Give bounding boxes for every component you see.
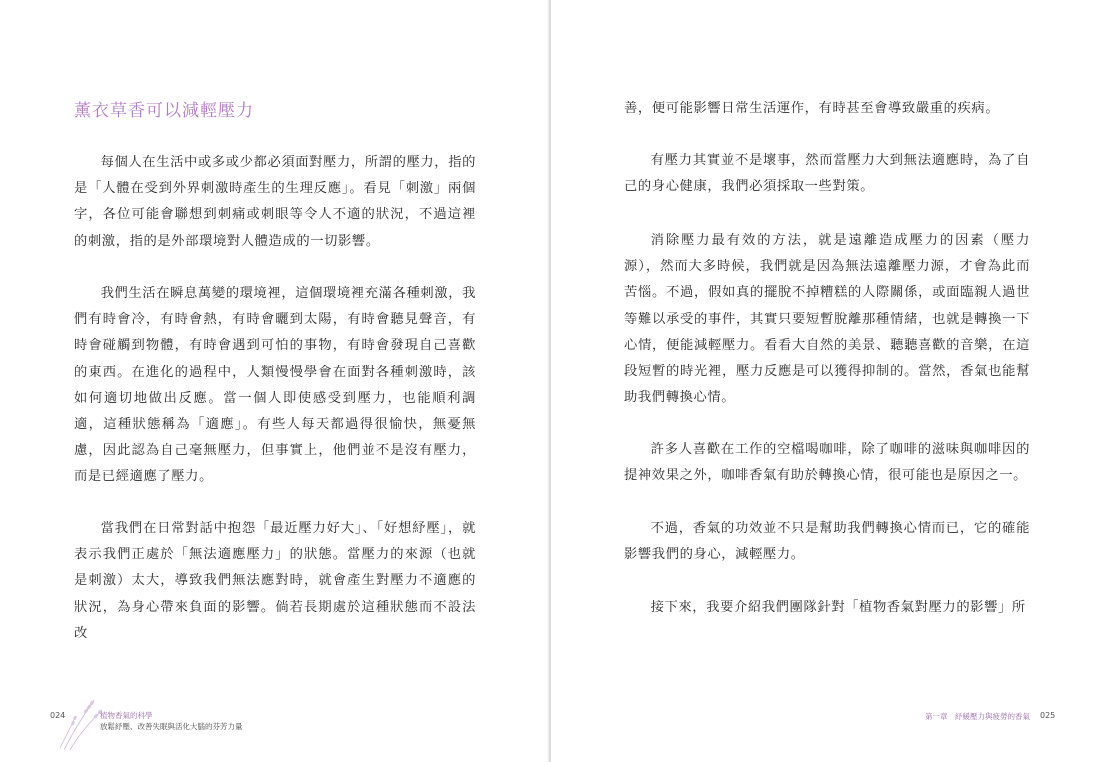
book-title: 植物香氣的科學 [100,711,153,720]
book-subtitle: 放鬆紓壓、改善失眠與活化大腦的芬芳力量 [100,722,243,731]
right-paragraph-5: 接下來，我要介紹我們團隊針對「植物香氣對壓力的影響」所 [650,600,1026,615]
right-paragraph-1: 有壓力其實並不是壞事，然而當壓力大到無法適應時，為了自己的身心健康，我們必須採取一些對策。 [624,153,1030,195]
running-footer-left [100,710,243,732]
right-paragraph-continued: 善，便可能影響日常生活運作，有時甚至會導致嚴重的疾病。 [624,101,1000,116]
left-paragraph-2: 我們生活在瞬息萬變的環境裡，這個環境裡充滿各種刺激，我們有時會冷，有時會熱，有時會曬到太陽，有時會聽見聲音，有時會碰觸到物體，有時會遇到可怕的事物，有時會發現自己喜歡的東西。在進化的過程中，人類慢慢學會在面對各種刺激時，該如何適切地做出反應。當一個人即使感受到壓力，也能順利調適，這種狀態稱為「適應」。有些人每天都過得很愉快，無憂無慮，因此認為自己毫無壓力，但事實上，他們並不是沒有壓力，而是已經適應了壓力。 [74,286,476,485]
section-heading: 薰衣草香可以減輕壓力 [74,101,254,121]
left-paragraph-3: 當我們在日常對話中抱怨「最近壓力好大」、「好想紓壓」，就表示我們正處於「無法適應壓力」的狀態。當壓力的來源（也就是刺激）太大，導致我們無法應對時，就會產生對壓力不適應的狀況，為身心帶來負面的影響。倘若長期處於這種狀態而不設法改 [74,521,476,641]
right-page [551,0,1100,762]
right-paragraph-4: 不過，香氣的功效並不只是幫助我們轉換心情而已，它的確能影響我們的身心，減輕壓力。 [624,521,1030,563]
left-page [0,0,549,762]
page-number-left: 024 [50,711,66,720]
page-number-right: 025 [1040,711,1056,720]
left-paragraph-1: 每個人在生活中或多或少都必須面對壓力，所謂的壓力，指的是「人體在受到外界刺激時產生的生理反應」。看見「刺激」兩個字，各位可能會聯想到刺痛或刺眼等令人不適的狀況，不過這裡的刺激，指的是外部環境對人體造成的一切影響。 [74,155,476,249]
chapter-footer: 第一章 紓緩壓力與疲勞的香氣 [925,712,1030,721]
right-paragraph-3: 許多人喜歡在工作的空檔喝咖啡，除了咖啡的滋味與咖啡因的提神效果之外，咖啡香氣有助於轉換心情，很可能也是原因之一。 [624,442,1030,484]
right-paragraph-2: 消除壓力最有效的方法，就是遠離造成壓力的因素（壓力源），然而大多時候，我們就是因為無法遠離壓力源，才會為此而苦惱。不過，假如真的擺脫不掉糟糕的人際關係，或面臨親人過世等難以承受的事件，其實只要短暫脫離那種情緒，也就是轉換一下心情，便能減輕壓力。看看大自然的美景、聽聽喜歡的音樂，在這段短暫的時光裡，壓力反應是可以獲得抑制的。當然，香氣也能幫助我們轉換心情。 [624,233,1030,406]
